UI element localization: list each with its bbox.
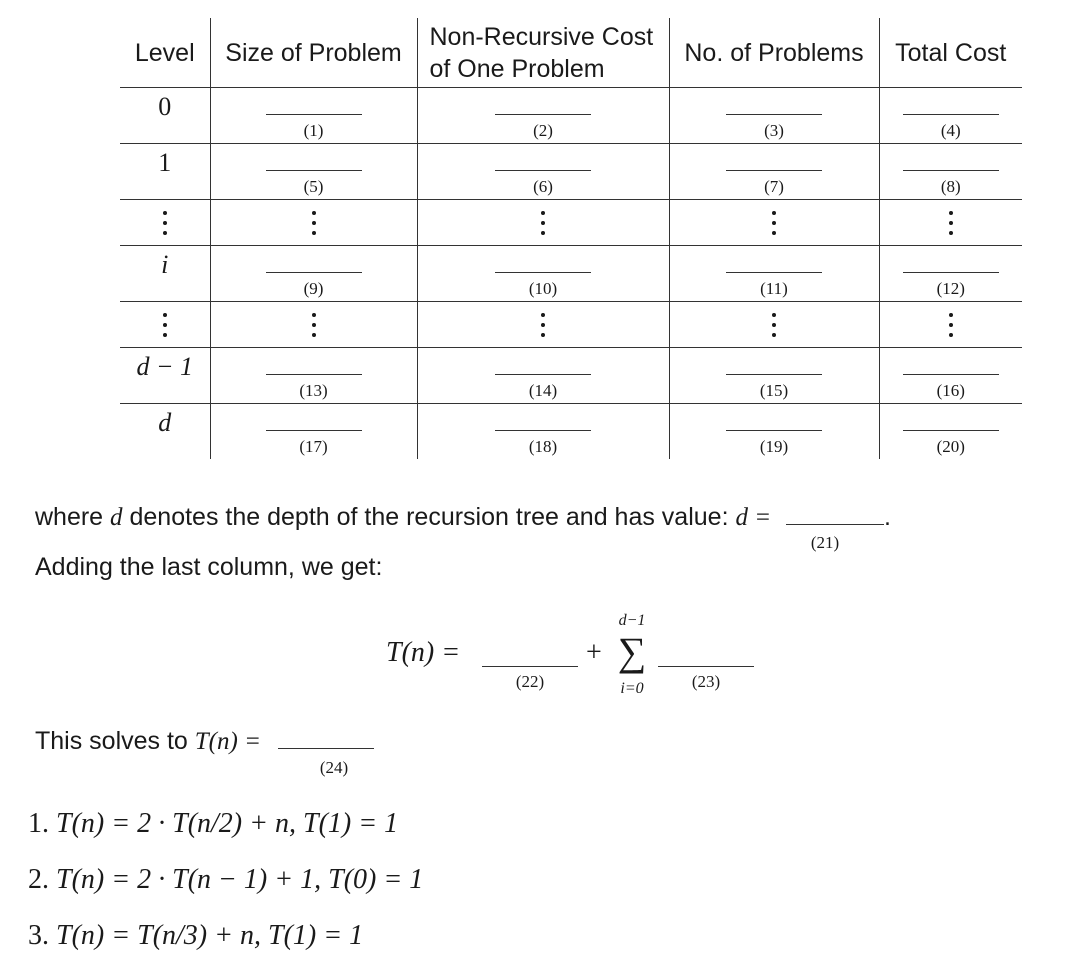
blank-cell[interactable]: [879, 404, 1022, 460]
blank-line: [726, 114, 822, 115]
blank-line: [903, 272, 999, 273]
vdots-cell: [120, 200, 210, 246]
blank-cell[interactable]: [417, 144, 669, 200]
depth-eq: d =: [735, 504, 772, 531]
list-item: [28, 920, 363, 952]
blank-cell[interactable]: [417, 404, 669, 460]
blank-line: [495, 430, 591, 431]
vdots-cell: [417, 200, 669, 246]
blank-label: (5): [303, 177, 324, 196]
table-row: [120, 88, 1022, 144]
level-cell: [120, 348, 210, 404]
blank-cell[interactable]: [879, 246, 1022, 302]
sum-blank-b[interactable]: [658, 666, 754, 667]
blank-line: [495, 374, 591, 375]
vertical-ellipsis-icon: [418, 200, 669, 245]
vdots-cell: [879, 200, 1022, 246]
blank-label: (15): [759, 381, 789, 400]
vertical-ellipsis-icon: [418, 302, 669, 347]
level-cell: [120, 88, 210, 144]
sum-upper: d−1: [618, 612, 646, 629]
vertical-ellipsis-icon: [120, 200, 210, 245]
blank-label: (16): [936, 381, 965, 400]
adding-text: Adding the last column, we get:: [35, 553, 383, 581]
depth-period: .: [884, 503, 891, 531]
list-item: [28, 808, 398, 840]
vdots-cell: [669, 302, 879, 348]
blank-line: [726, 374, 822, 375]
sigma-icon: ∑: [617, 629, 647, 674]
solves-blank[interactable]: [278, 724, 374, 749]
blank-cell[interactable]: [879, 348, 1022, 404]
blank-cell[interactable]: [417, 348, 669, 404]
blank-label: (7): [764, 177, 784, 196]
blank-line: [495, 272, 591, 273]
table-row: [120, 348, 1022, 404]
sum-blank-a[interactable]: [482, 666, 578, 667]
blank-label: (19): [759, 437, 789, 456]
header-cost-line2: of One Problem: [429, 54, 605, 83]
solves-text: This solves to: [35, 727, 195, 755]
header-count: No. of Problems: [669, 18, 879, 88]
list-item: [28, 864, 423, 896]
table-header-row: [120, 18, 1022, 88]
blank-label: (13): [299, 381, 328, 400]
blank-cell[interactable]: [669, 404, 879, 460]
blank-cell[interactable]: [210, 246, 417, 302]
ellipsis-row: [120, 302, 1022, 348]
vdots-cell: [669, 200, 879, 246]
vertical-ellipsis-icon: [670, 302, 879, 347]
vertical-ellipsis-icon: [211, 302, 417, 347]
recursion-tree-table: [120, 18, 1022, 459]
header-level: Level: [120, 18, 210, 88]
blank-line: [903, 114, 999, 115]
blank-cell[interactable]: [210, 404, 417, 460]
vertical-ellipsis-icon: [211, 200, 417, 245]
blank-label: (17): [299, 437, 328, 456]
blank-line: [903, 170, 999, 171]
blank-cell[interactable]: [210, 88, 417, 144]
blank-label: (8): [940, 177, 961, 196]
problem-number: 2.: [28, 864, 49, 895]
header-total: Total Cost: [879, 18, 1022, 88]
blank-label: (6): [533, 177, 553, 196]
blank-line: [726, 272, 822, 273]
depth-blank[interactable]: [786, 500, 884, 525]
header-cost: [417, 18, 669, 88]
blank-label: (3): [764, 121, 784, 140]
level-cell: [120, 404, 210, 460]
sum-lhs: T(n) =: [386, 637, 461, 668]
blank-cell[interactable]: [879, 144, 1022, 200]
blank-cell[interactable]: [669, 88, 879, 144]
blank-line: [266, 272, 362, 273]
blank-cell[interactable]: [669, 144, 879, 200]
vertical-ellipsis-icon: [880, 302, 1023, 347]
blank-cell[interactable]: [417, 246, 669, 302]
blank-line: [903, 374, 999, 375]
problem-expr: T(n) = 2 · T(n/2) + n, T(1) = 1: [56, 808, 399, 839]
level-cell: [120, 246, 210, 302]
table-row: [120, 246, 1022, 302]
problem-number: 3.: [28, 920, 49, 951]
level-value: i: [161, 250, 169, 279]
blank-label: (2): [533, 121, 553, 140]
level-value: d: [158, 408, 172, 437]
vdots-cell: [210, 200, 417, 246]
blank-cell[interactable]: [669, 348, 879, 404]
vertical-ellipsis-icon: [880, 200, 1023, 245]
blank-line: [495, 114, 591, 115]
problem-expr: T(n) = T(n/3) + n, T(1) = 1: [56, 920, 364, 951]
blank-cell[interactable]: [210, 144, 417, 200]
solves-label: (24): [319, 758, 349, 777]
blank-label: (11): [760, 279, 788, 298]
depth-var: d: [110, 504, 123, 531]
sum-plus: +: [586, 637, 602, 668]
vertical-ellipsis-icon: [670, 200, 879, 245]
vdots-cell: [417, 302, 669, 348]
blank-cell[interactable]: [210, 348, 417, 404]
blank-label: (14): [528, 381, 558, 400]
blank-label: (9): [303, 279, 324, 298]
blank-cell[interactable]: [879, 88, 1022, 144]
depth-prefix: where: [35, 503, 111, 531]
sum-label-a: (22): [515, 672, 545, 691]
blank-label: (12): [936, 279, 965, 298]
level-value: 0: [158, 92, 172, 121]
blank-label: (4): [940, 121, 961, 140]
vdots-cell: [879, 302, 1022, 348]
header-cost-line1: Non-Recursive Cost: [429, 22, 654, 51]
blank-line: [266, 170, 362, 171]
level-value: d − 1: [136, 352, 194, 381]
solves-sentence: [35, 724, 374, 757]
blank-line: [266, 430, 362, 431]
table-row: [120, 404, 1022, 460]
blank-line: [726, 430, 822, 431]
ellipsis-row: [120, 200, 1022, 246]
vdots-cell: [120, 302, 210, 348]
sum-lower: i=0: [620, 680, 644, 697]
blank-label: (20): [936, 437, 965, 456]
blank-label: (1): [303, 121, 324, 140]
blank-line: [266, 114, 362, 115]
problem-number: 1.: [28, 808, 49, 839]
level-value: 1: [158, 148, 172, 177]
blank-line: [903, 430, 999, 431]
blank-label: (10): [528, 279, 558, 298]
blank-line: [266, 374, 362, 375]
problem-expr: T(n) = 2 · T(n − 1) + 1, T(0) = 1: [56, 864, 424, 895]
table-row: [120, 144, 1022, 200]
vdots-cell: [210, 302, 417, 348]
blank-cell[interactable]: [417, 88, 669, 144]
depth-sentence: [35, 500, 891, 533]
blank-cell[interactable]: [669, 246, 879, 302]
blank-line: [726, 170, 822, 171]
blank-label: (18): [528, 437, 558, 456]
blank-line: [495, 170, 591, 171]
depth-middle: denotes the depth of the recursion tree and has value:: [122, 503, 736, 531]
depth-blank-label: (21): [810, 533, 840, 552]
header-size: Size of Problem: [210, 18, 417, 88]
level-cell: [120, 144, 210, 200]
vertical-ellipsis-icon: [120, 302, 210, 347]
sum-label-b: (23): [691, 672, 721, 691]
solves-math: T(n) =: [194, 728, 261, 755]
